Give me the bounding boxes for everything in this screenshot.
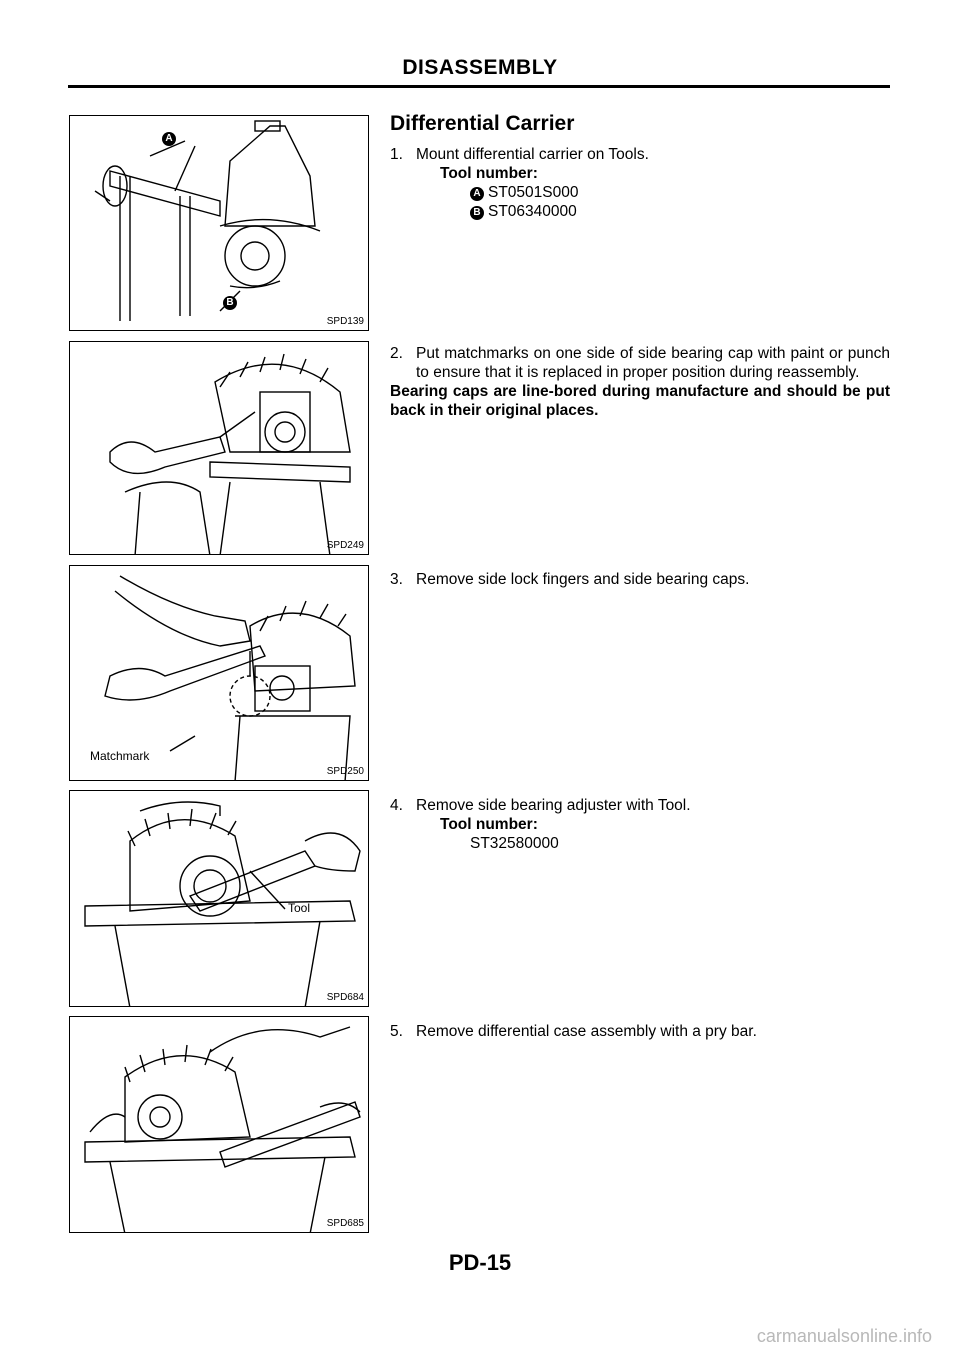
step-2 (390, 344, 890, 420)
figure-spd250 (69, 565, 369, 781)
figure-code: SPD250 (326, 766, 364, 777)
tool-item-b (390, 202, 890, 221)
figure-spd249 (69, 341, 369, 555)
figure-spd139 (69, 115, 369, 331)
tool-number: ST32580000 (470, 835, 559, 852)
step-text: Put matchmarks on one side of side bearing cap with paint or punch to ensure that it is replaced in proper position during reassembly. (416, 345, 890, 381)
figure-code: SPD685 (326, 1218, 364, 1229)
step-4 (390, 796, 890, 853)
callout-b-icon: B (223, 296, 237, 310)
header-rule (68, 85, 890, 88)
tool-number-label: Tool number: (440, 816, 538, 833)
step-5 (390, 1022, 890, 1041)
figure-spd685 (69, 1016, 369, 1233)
figure-code: SPD139 (326, 316, 364, 327)
matchmark-punch-illustration (70, 342, 369, 555)
figure-code: SPD249 (326, 540, 364, 551)
figure-code: SPD684 (326, 992, 364, 1003)
pry-bar-removal-illustration (70, 1017, 369, 1233)
step-text: Mount differential carrier on Tools. (416, 146, 649, 163)
step-number: 5. (390, 1023, 403, 1040)
page-header-title: DISASSEMBLY (402, 56, 558, 79)
tool-item-a (390, 183, 890, 202)
side-bearing-adjuster-illustration (70, 791, 369, 1007)
section-title: Differential Carrier (390, 112, 575, 135)
carrier-on-stand-illustration (70, 116, 369, 331)
step-number: 2. (390, 345, 403, 362)
callout-b-icon: B (470, 206, 484, 220)
step-number: 4. (390, 797, 403, 814)
tool-number: ST06340000 (488, 203, 577, 220)
step-number: 3. (390, 571, 403, 588)
callout-a-icon: A (470, 187, 484, 201)
page-number: PD-15 (448, 1250, 512, 1275)
step-text: Remove side bearing adjuster with Tool. (416, 797, 691, 814)
tool-number: ST0501S000 (488, 184, 579, 201)
callout-a-icon: A (162, 132, 176, 146)
step-3 (390, 570, 890, 589)
step-note: Bearing caps are line-bored during manufacture and should be put back in their original places. (390, 383, 890, 419)
figure-spd684 (69, 790, 369, 1007)
matchmark-label: Matchmark (90, 749, 150, 763)
tool-number-label: Tool number: (440, 165, 538, 182)
step-text: Remove side lock fingers and side bearing caps. (416, 571, 750, 588)
footer-url[interactable]: carmanualsonline.info (756, 1326, 932, 1346)
step-1 (390, 145, 890, 221)
tool-label: Tool (288, 901, 311, 915)
step-number: 1. (390, 146, 403, 163)
step-text: Remove differential case assembly with a pry bar. (416, 1023, 757, 1040)
